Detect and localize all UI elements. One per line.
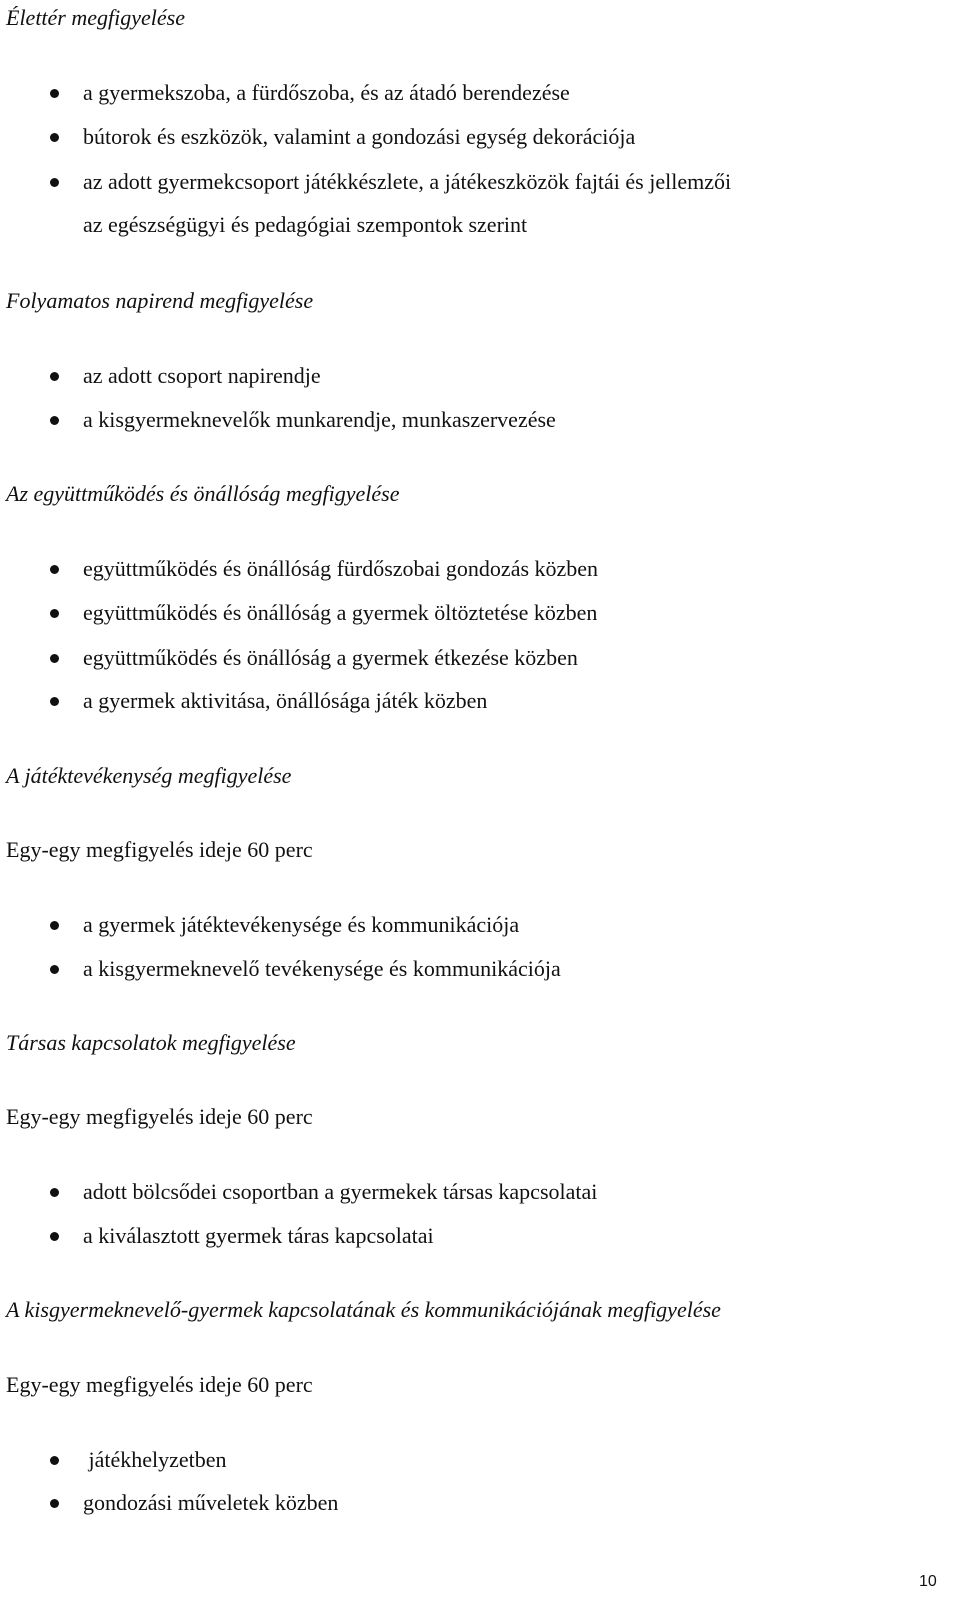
list-item: a kisgyermeknevelők munkarendje, munkaszervezése (83, 407, 556, 432)
section-heading: Az együttműködés és önállóság megfigyelése (6, 481, 400, 506)
page-number: 10 (919, 1573, 937, 1590)
bullet-icon (50, 654, 59, 663)
bullet-icon (50, 565, 59, 574)
bullet-icon (50, 1499, 59, 1508)
bullet-icon (50, 965, 59, 974)
section-heading: Folyamatos napirend megfigyelése (6, 288, 314, 313)
bullet-icon (50, 372, 59, 381)
bullet-icon (50, 178, 59, 187)
observation-duration-note: Egy-egy megfigyelés ideje 60 perc (6, 1372, 313, 1397)
list-item: együttműködés és önállóság fürdőszobai gondozás közben (83, 556, 599, 581)
bullet-icon (50, 609, 59, 618)
bullet-icon (50, 1232, 59, 1241)
bullet-icon (50, 1456, 59, 1465)
observation-duration-note: Egy-egy megfigyelés ideje 60 perc (6, 837, 313, 862)
bullet-icon (50, 697, 59, 706)
section-heading: A játéktevékenység megfigyelése (6, 763, 292, 788)
list-item: együttműködés és önállóság a gyermek öltöztetése közben (83, 600, 598, 625)
list-item: együttműködés és önállóság a gyermek étkezése közben (83, 645, 578, 670)
list-item: bútorok és eszközök, valamint a gondozási egység dekorációja (83, 124, 636, 149)
observation-duration-note: Egy-egy megfigyelés ideje 60 perc (6, 1104, 313, 1129)
bullet-icon (50, 416, 59, 425)
list-item: játékhelyzetben (83, 1447, 227, 1472)
list-item-continuation: az egészségügyi és pedagógiai szempontok szerint (83, 212, 528, 237)
section-heading: A kisgyermeknevelő-gyermek kapcsolatának és kommunikációjának megfigyelése (6, 1297, 721, 1322)
list-item: az adott csoport napirendje (83, 363, 321, 388)
bullet-icon (50, 89, 59, 98)
bullet-icon (50, 921, 59, 930)
list-item: adott bölcsődei csoportban a gyermekek társas kapcsolatai (83, 1179, 598, 1204)
list-item: a gyermekszoba, a fürdőszoba, és az átadó berendezése (83, 80, 570, 105)
list-item: az adott gyermekcsoport játékkészlete, a játékeszközök fajtái és jellemzői (83, 169, 732, 194)
list-item: gondozási műveletek közben (83, 1490, 339, 1515)
section-heading: Társas kapcsolatok megfigyelése (6, 1030, 296, 1055)
list-item: a kisgyermeknevelő tevékenysége és kommunikációja (83, 956, 561, 981)
list-item: a gyermek aktivitása, önállósága játék közben (83, 688, 488, 713)
list-item: a kiválasztott gyermek táras kapcsolatai (83, 1223, 434, 1248)
list-item: a gyermek játéktevékenysége és kommunikációja (83, 912, 520, 937)
section-heading: Élettér megfigyelése (6, 5, 185, 30)
bullet-icon (50, 1188, 59, 1197)
bullet-icon (50, 133, 59, 142)
